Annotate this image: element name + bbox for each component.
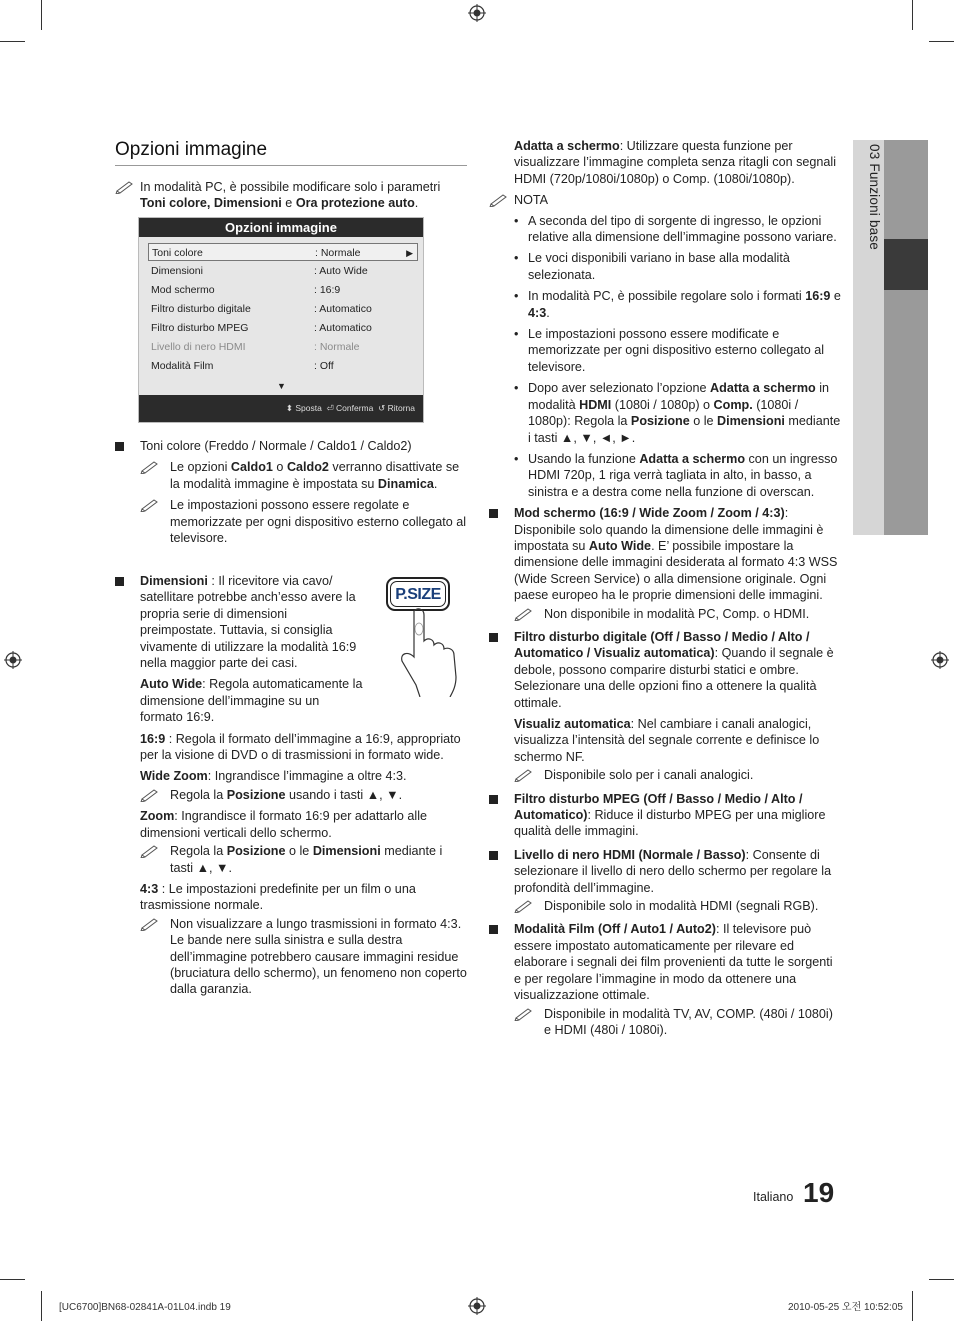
crop-mark: [912, 1291, 913, 1321]
definition: : Nel cambiare i canali analogici, visualizza l’intensità del segnale corrente e definisce lo schermo NF.: [514, 717, 820, 764]
note-text: Regola la: [170, 787, 227, 802]
osd-row-label: Filtro disturbo MPEG: [151, 322, 249, 334]
note-text: usando i tasti ▲, ▼.: [285, 787, 403, 802]
osd-row-toni-colore[interactable]: [148, 243, 418, 261]
note: [140, 787, 467, 803]
item-bold: Adatta a schermo: [639, 451, 746, 466]
note-bold: Dimensioni: [312, 844, 381, 859]
osd-footer-confirm: Conferma: [336, 403, 374, 413]
paragraph: [489, 138, 841, 187]
crop-mark: [929, 41, 954, 42]
note-pencil-icon: [140, 844, 160, 858]
list-item: [115, 438, 467, 454]
page-number: 19: [803, 1177, 835, 1208]
page-language: Italiano: [753, 1190, 794, 1204]
crop-mark: [0, 41, 25, 42]
item-bold: Auto Wide: [588, 538, 652, 553]
return-icon: ↺: [378, 403, 386, 413]
note-text: Disponibile solo per i canali analogici.: [544, 768, 754, 783]
osd-row-value: : Auto Wide: [314, 265, 368, 277]
registration-mark-icon: [931, 651, 949, 669]
item-body: [489, 606, 841, 622]
crop-mark: [41, 0, 42, 30]
list-item: [489, 288, 841, 321]
note-bold: Posizione: [226, 787, 286, 802]
bullet-icon: •: [514, 289, 519, 304]
bullet-icon: •: [514, 213, 519, 228]
psize-button: [386, 577, 450, 611]
item-bold: HDMI: [579, 397, 612, 412]
note-text: .: [414, 196, 419, 211]
side-tab-marker: [884, 239, 928, 290]
paragraph: [140, 881, 467, 914]
print-footer-left: [UC6700]BN68-02841A-01L04.indb 19: [59, 1302, 231, 1313]
note-label: NOTA: [514, 193, 549, 208]
note-pencil-icon: [514, 607, 534, 621]
item-bold: Posizione: [630, 414, 690, 429]
nota-bullet-list: [489, 213, 841, 501]
list-item: [489, 250, 841, 283]
note-text: Disponibile in modalità TV, AV, COMP. (480i / 1080i) e HDMI (480i / 1080i).: [544, 1006, 833, 1037]
item-bold: Dimensioni: [717, 414, 785, 429]
term: Zoom: [140, 809, 175, 824]
note-pencil-icon: [140, 460, 160, 474]
osd-row-label: Livello di nero HDMI: [151, 341, 246, 353]
osd-row-label: Filtro disturbo digitale: [151, 303, 251, 315]
note-pencil-icon: [514, 899, 534, 913]
intro-note: [115, 179, 467, 212]
note-text: e: [281, 196, 296, 211]
item-body: [489, 1006, 841, 1039]
osd-row-label: Modalità Film: [151, 360, 214, 372]
crop-mark: [0, 1279, 25, 1280]
note-pencil-icon: [140, 498, 160, 512]
item-text: A seconda del tipo di sorgente di ingresso, le opzioni relative alla dimensione dell’immagine possono variare.: [528, 213, 837, 245]
osd-row-label: Toni colore: [152, 247, 203, 259]
note-pencil-icon: [140, 917, 160, 931]
osd-row-mod-schermo[interactable]: [151, 281, 413, 299]
list-item-mod-schermo: [489, 505, 841, 603]
note: [514, 898, 841, 914]
note: [514, 767, 841, 783]
note-pencil-icon: [514, 1007, 534, 1021]
note-bold: Caldo2: [286, 460, 329, 475]
list-item: [489, 380, 841, 446]
item-text: Usando la funzione: [528, 451, 640, 466]
enter-icon: ⏎: [326, 403, 334, 413]
psize-label: P.SIZE: [390, 581, 446, 607]
paragraph: [140, 808, 467, 841]
paragraph: [140, 676, 365, 725]
osd-row-value: : Off: [314, 360, 334, 372]
item-text: .: [546, 305, 550, 320]
osd-menu: [138, 217, 424, 423]
item-heading: Dimensioni: [140, 574, 208, 588]
bullet-icon: •: [514, 381, 519, 396]
page-title: Opzioni immagine: [115, 138, 467, 166]
bullet-icon: •: [514, 251, 519, 266]
note-pencil-icon: [514, 768, 534, 782]
side-tab-label: 03 Funzioni base: [867, 144, 882, 251]
note-bold: Posizione: [226, 844, 286, 859]
definition: : Le impostazioni predefinite per un film o una trasmissione normale.: [140, 881, 416, 913]
bullet-icon: •: [514, 451, 519, 466]
paragraph: [514, 716, 841, 765]
item-text: In modalità PC, è possibile regolare solo i formati: [528, 289, 806, 304]
registration-mark-icon: [4, 651, 22, 669]
square-bullet-icon: [115, 442, 124, 451]
print-footer-right: 2010-05-25 오전 10:52:05: [788, 1302, 903, 1313]
square-bullet-icon: [489, 925, 498, 934]
note-pencil-icon: [489, 193, 509, 207]
item-heading: Filtro disturbo digitale (Off / Basso / Medio / Alto / Automatico / Visualiz automatica): [514, 629, 810, 661]
square-bullet-icon: [489, 509, 498, 518]
osd-row-label: Dimensioni: [151, 265, 203, 277]
item-body: [489, 716, 841, 784]
note-pencil-icon: [115, 180, 135, 194]
note: [140, 497, 467, 546]
list-item: [489, 213, 841, 246]
list-item-filtro-digitale: [489, 629, 841, 711]
right-column: [489, 138, 841, 1038]
item-text: : Quando il segnale è debole, possono comparire disturbi statici e ombre. Selezionare una delle opzioni fino a ottenere la qualità ottimale.: [514, 646, 834, 710]
registration-mark-icon: [468, 1297, 486, 1315]
osd-footer-move: Sposta: [295, 403, 322, 413]
list-item: [115, 573, 365, 671]
square-bullet-icon: [489, 633, 498, 642]
item-heading: Livello di nero HDMI (Normale / Basso): [514, 847, 746, 862]
list-item-livello-nero: [489, 847, 841, 896]
item-text: e: [830, 289, 841, 304]
note-bold: Toni colore, Dimensioni: [140, 196, 282, 211]
side-tab-strip: [884, 140, 928, 535]
note-text: verranno disattivate se la modalità immagine è impostata su: [170, 460, 460, 491]
term: Auto Wide: [140, 677, 203, 692]
list-item: [489, 326, 841, 375]
item-text: Dopo aver selezionato l’opzione: [528, 381, 711, 396]
note: [514, 1006, 841, 1039]
osd-row-value: : Normale: [315, 247, 361, 259]
definition: : Ingrandisce il formato 16:9 per adattarlo alle dimensioni verticali dello schermo.: [140, 809, 427, 840]
term: Adatta a schermo: [514, 139, 620, 153]
term: Visualiz automatica: [514, 717, 631, 731]
note-text: In modalità PC, è possibile modificare solo i parametri: [140, 180, 441, 194]
osd-row-filtro-mpeg[interactable]: [151, 319, 413, 337]
item-heading: Filtro disturbo MPEG (Off / Basso / Medio / Alto / Automatico): [514, 791, 803, 823]
osd-row-livello-nero: [151, 338, 413, 356]
note-pencil-icon: [140, 788, 160, 802]
note-text: Non disponibile in modalità PC, Comp. o HDMI.: [544, 606, 810, 621]
osd-row-label: Mod schermo: [151, 284, 215, 296]
note-text: Regola la: [170, 844, 227, 859]
note: [514, 606, 841, 622]
move-icon: ⬍: [285, 403, 293, 413]
osd-footer: [139, 395, 423, 422]
osd-row-value: : 16:9: [314, 284, 341, 296]
osd-row-filtro-digitale[interactable]: [151, 300, 413, 318]
note: [140, 843, 467, 876]
note-text: Disponibile solo in modalità HDMI (segnali RGB).: [544, 899, 819, 914]
item-bold: 16:9: [805, 289, 831, 304]
osd-title: Opzioni immagine: [139, 218, 423, 237]
item-body: [115, 459, 467, 546]
osd-row-modalita-film[interactable]: [151, 357, 413, 375]
registration-mark-icon: [468, 4, 486, 22]
list-item-modalita-film: [489, 921, 841, 1003]
item-text: . E’ possibile impostare la dimensione delle immagini desiderata al formato 4:3 WSS (Wide Screen Service) o alla dimensione originale. Ogni paese europeo ha le proprie dimensioni delle immagini.: [514, 538, 838, 603]
osd-row-value: : Automatico: [314, 303, 372, 315]
definition: : Utilizzare questa funzione per visualizzare l’immagine completa senza ritagli con segnali HDMI (720p/1080i/1080p) o Comp. (1080i/1080p).: [514, 139, 836, 186]
osd-row-value: : Automatico: [314, 322, 372, 334]
item-text: : Riduce il disturbo MPEG per una migliore qualità delle immagini.: [514, 808, 826, 839]
square-bullet-icon: [489, 851, 498, 860]
list-item-filtro-mpeg: [489, 791, 841, 840]
note-text: Le opzioni: [170, 460, 231, 475]
item-text: con un ingresso HDMI 720p, 1 riga verrà tagliata in alto, in basso, a sinistra e a destra come nella funzione di overscan.: [528, 451, 838, 499]
term: Wide Zoom: [140, 769, 208, 784]
definition: : Ingrandisce l’immagine a oltre 4:3.: [207, 769, 407, 784]
down-arrow-icon: ▼: [277, 381, 286, 391]
item-text: : Il ricevitore via cavo/ satellitare potrebbe anch’esso avere la propria serie di dimensioni preimpostate. Tuttavia, si consiglia vivamente di utilizzare la modalità 16:9 nella maggior parte dei casi.: [140, 574, 357, 671]
note-bold: Caldo1: [230, 460, 273, 475]
item-heading: Mod schermo (16:9 / Wide Zoom / Zoom / 4:3): [514, 506, 785, 521]
note-bold: Ora protezione auto: [295, 196, 415, 211]
square-bullet-icon: [115, 577, 124, 586]
item-text: (1080i / 1080p) o: [611, 397, 714, 412]
note-text: mediante i tasti ▲, ▼.: [170, 844, 443, 875]
note: [140, 459, 467, 492]
osd-row-value: : Normale: [314, 341, 360, 353]
crop-mark: [41, 1291, 42, 1321]
item-text: (1080i / 1080p): Regola la: [528, 397, 799, 429]
nota-note: [489, 192, 841, 208]
term: 4:3: [140, 881, 159, 896]
list-item: [489, 451, 841, 500]
note-text: Non visualizzare a lungo trasmissioni in formato 4:3. Le bande nere sulla sinistra e sulla destra dell’immagine potrebbero causare immagini residue (bruciatura dello schermo), un fenomeno non coperto dalla garanzia.: [170, 916, 467, 997]
section-toni-colore: [115, 438, 467, 546]
note-text: .: [433, 476, 438, 491]
item-bold: 4:3: [528, 305, 547, 320]
right-arrow-icon: ▶: [406, 248, 413, 258]
note-bold: Dinamica: [377, 476, 434, 491]
item-body: [489, 898, 841, 914]
note-text: o: [272, 460, 287, 475]
item-text: : Disponibile solo quando la dimensione delle immagini è impostata su: [514, 506, 824, 553]
item-text: : Consente di selezionare il livello di nero dello schermo per regolare la profondità dell’immagine.: [514, 847, 832, 895]
note: [140, 916, 467, 998]
item-bold: Comp.: [713, 397, 753, 412]
square-bullet-icon: [489, 795, 498, 804]
osd-footer-back: Ritorna: [387, 403, 415, 413]
item-heading: Toni colore (Freddo / Normale / Caldo1 / Caldo2): [140, 439, 412, 453]
item-text: in modalità: [528, 381, 830, 412]
item-bold: Adatta a schermo: [710, 381, 816, 396]
definition: : Regola automaticamente la dimensione dell’immagine su un formato 16:9.: [140, 677, 363, 725]
crop-mark: [929, 1279, 954, 1280]
left-column: [115, 138, 467, 212]
item-text: : Il televisore può essere impostato automaticamente per rilevare ed elaborare i segnali dei film provenienti da tutte le sorgenti e per regolare l’immagine in modo da ottenere una visualizzazione ottimale.: [514, 922, 833, 1003]
psize-remote-illustration: [386, 577, 466, 697]
paragraph: [140, 731, 467, 764]
item-heading: Modalità Film (Off / Auto1 / Auto2): [514, 922, 716, 937]
item-text: mediante i tasti ▲, ▼, ◄, ►.: [528, 414, 841, 445]
pressing-hand-icon: [394, 607, 466, 697]
note-text: o le: [285, 844, 313, 859]
definition: : Regola il formato dell’immagine a 16:9, appropriato per la visione di DVD o di trasmissioni in formato wide.: [140, 731, 461, 763]
note-text: Le impostazioni possono essere regolate e memorizzate per ogni dispositivo esterno collegato al televisore.: [170, 498, 467, 546]
item-text: Le voci disponibili variano in base alla modalità selezionata.: [528, 251, 790, 282]
bullet-icon: •: [514, 327, 519, 342]
term: 16:9: [140, 731, 166, 746]
crop-mark: [912, 0, 913, 30]
item-text: Le impostazioni possono essere modificate e memorizzate per ogni dispositivo esterno collegato al televisore.: [528, 327, 825, 374]
osd-row-dimensioni[interactable]: [151, 262, 413, 280]
item-body: [115, 676, 467, 997]
paragraph: [140, 768, 467, 784]
item-text: o le: [689, 414, 718, 429]
